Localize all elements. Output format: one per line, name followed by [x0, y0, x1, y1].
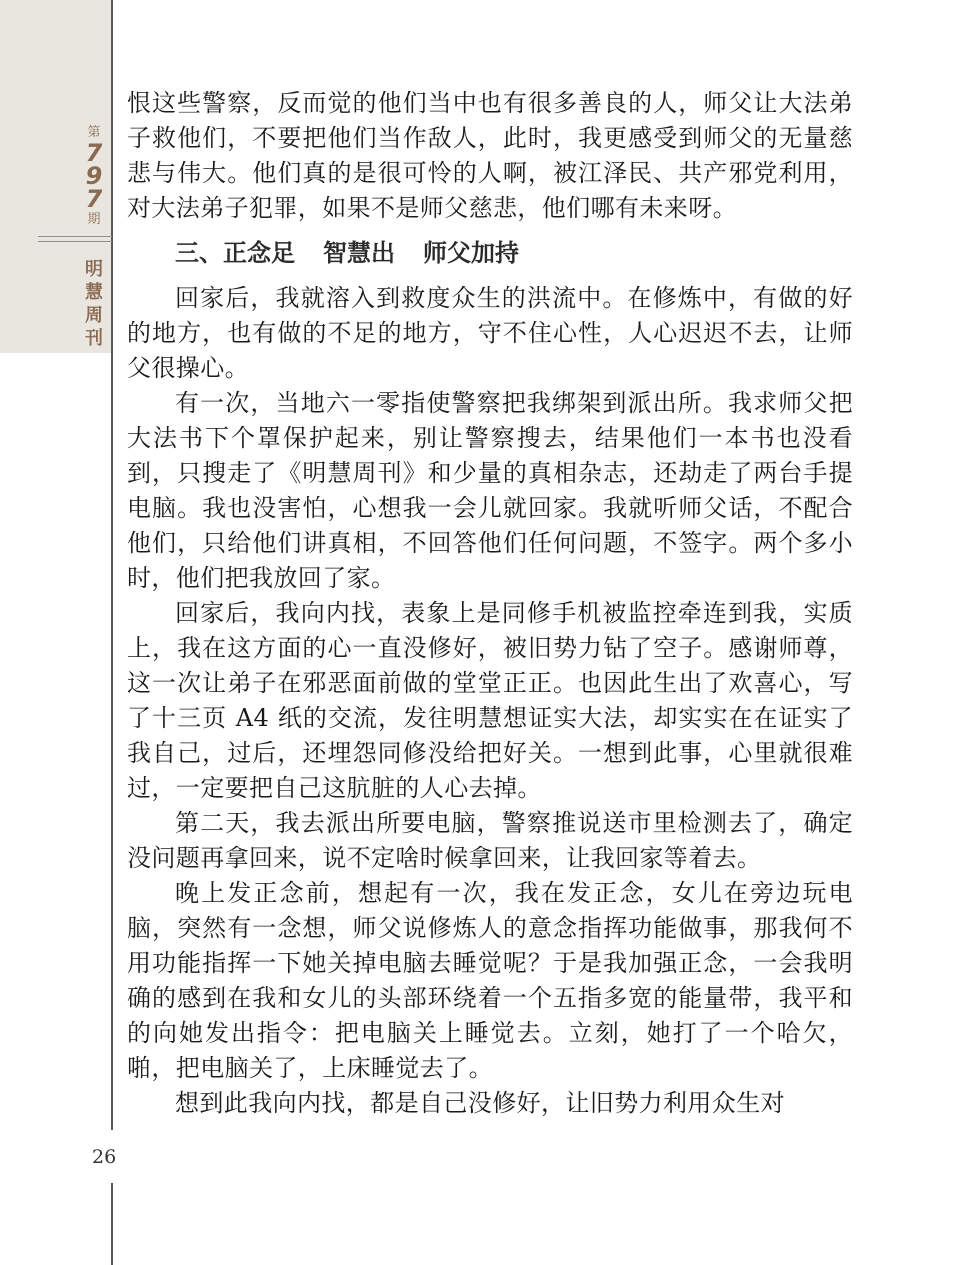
paragraph: 想到此我向内找，都是自己没修好，让旧势力利用众生对	[175, 1089, 785, 1117]
margin-rule-bottom	[111, 1183, 113, 1265]
paragraph: 回家后，我向内找，表象上是同修手机被监控牵连到我，实质上，我在这方面的心一直没修好，被旧势力钻了空子。感谢师尊，这一次让弟子在邪恶面前做的堂堂正正。也因此生出了欢喜心，写了十三页 A4 纸的交流，发往明慧想证实大法，却实实在在证实了我自己，过后，还埋怨同修没给把好关。一想到此事，心里就很难过，一定要把自己这肮脏的人心去掉。	[127, 599, 853, 802]
issue-digit: 7	[85, 139, 103, 167]
paragraph: 第二天，我去派出所要电脑，警察推说送市里检测去了，确定没问题再拿回来，说不定啥时候拿回来，让我回家等着去。	[127, 809, 853, 872]
sidebar-divider	[38, 236, 112, 237]
paragraph: 有一次，当地六一零指使警察把我绑架到派出所。我求师父把大法书下个罩保护起来，别让警察搜去，结果他们一本书也没看到，只搜走了《明慧周刊》和少量的真相杂志，还劫走了两台手提电脑。我也没害怕，心想我一会儿就回家。我就听师父话，不配合他们，只给他们讲真相，不回答他们任何问题，不签字。两个多小时，他们把我放回了家。	[127, 389, 853, 592]
heading-part: 三、正念足	[175, 239, 295, 267]
article-body	[127, 86, 853, 1121]
sidebar-divider	[38, 241, 112, 242]
section-heading	[127, 236, 853, 270]
magazine-name-char: 慧	[85, 282, 103, 303]
page-number: 26	[92, 1146, 117, 1168]
issue-prefix: 第	[87, 125, 101, 140]
margin-rule	[111, 0, 113, 1130]
paragraph: 回家后，我就溶入到救度众生的洪流中。在修炼中，有做的好的地方，也有做的不足的地方，守不住心性，人心迟迟不去，让师父很操心。	[127, 284, 853, 382]
magazine-name-char: 明	[85, 259, 103, 280]
heading-part: 智慧出	[323, 239, 395, 267]
paragraph: 恨这些警察，反而觉的他们当中也有很多善良的人，师父让大法弟子救他们，不要把他们当作敌人，此时，我更感受到师父的无量慈悲与伟大。他们真的是很可怜的人啊，被江泽民、共产邪党利用，对大法弟子犯罪，如果不是师父慈悲，他们哪有未来呀。	[127, 89, 853, 222]
magazine-name-char: 周	[85, 305, 103, 326]
issue-suffix: 期	[87, 212, 101, 227]
issue-digit: 7	[85, 185, 103, 213]
issue-label	[80, 124, 108, 229]
magazine-name	[80, 258, 108, 350]
heading-part: 师父加持	[423, 239, 519, 267]
magazine-name-char: 刊	[85, 328, 103, 349]
paragraph: 晚上发正念前，想起有一次，我在发正念，女儿在旁边玩电脑，突然有一念想，师父说修炼人的意念指挥功能做事，那我何不用功能指挥一下她关掉电脑去睡觉呢？于是我加强正念，一会我明确的感到在我和女儿的头部环绕着一个五指多宽的能量带，我平和的向她发出指令：把电脑关上睡觉去。立刻，她打了一个哈欠，啪，把电脑关了，上床睡觉去了。	[127, 879, 853, 1082]
issue-digit: 9	[85, 162, 103, 190]
